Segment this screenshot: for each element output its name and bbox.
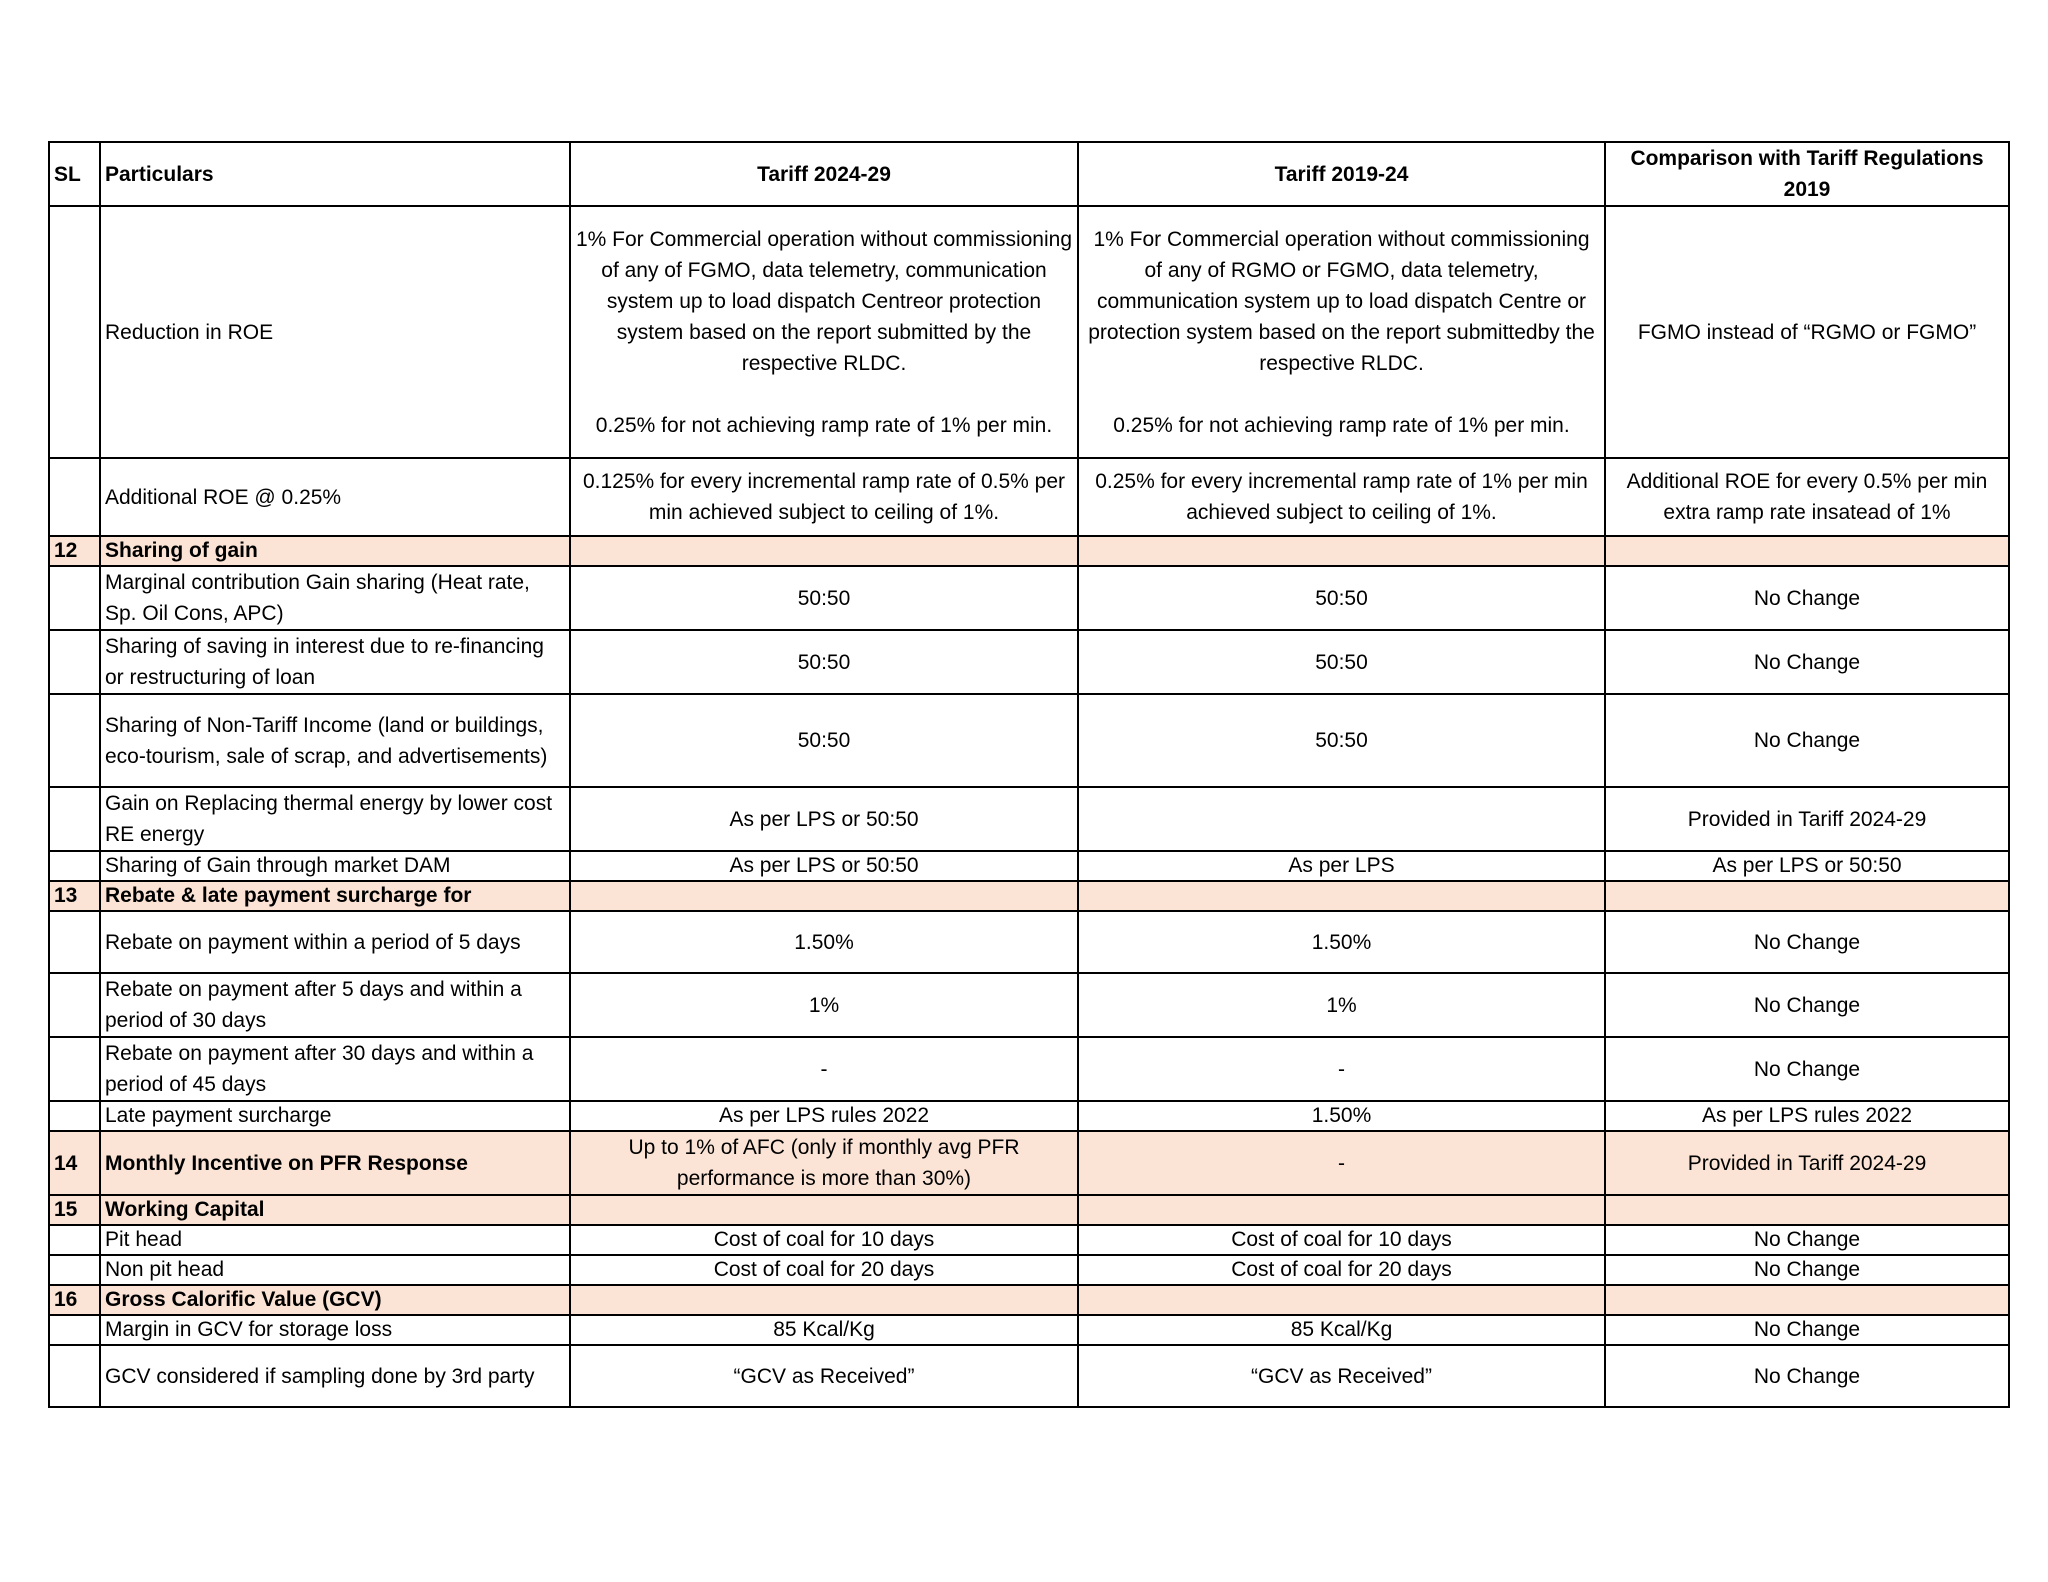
cell-particulars: Marginal contribution Gain sharing (Heat rate, Sp. Oil Cons, APC) [100, 566, 570, 630]
cell-tariff-2024-29: As per LPS or 50:50 [570, 851, 1078, 881]
cell-sl [49, 973, 100, 1037]
cell-comparison: No Change [1605, 1315, 2009, 1345]
cell-tariff-2024-29: Cost of coal for 10 days [570, 1225, 1078, 1255]
cell-tariff-2024-29: 0.125% for every incremental ramp rate of 0.5% per min achieved subject to ceiling of 1%. [570, 458, 1078, 536]
section-row [49, 1131, 2009, 1195]
cell-tariff-2024-29: “GCV as Received” [570, 1345, 1078, 1407]
cell-sl [49, 458, 100, 536]
cell-tariff-2024-29 [570, 536, 1078, 566]
cell-tariff-2024-29 [570, 881, 1078, 911]
table-row [49, 1315, 2009, 1345]
cell-tariff-2019-24 [1078, 536, 1605, 566]
cell-sl [49, 1315, 100, 1345]
cell-tariff-2019-24: - [1078, 1131, 1605, 1195]
cell-comparison: FGMO instead of “RGMO or FGMO” [1605, 206, 2009, 458]
cell-sl [49, 1255, 100, 1285]
cell-tariff-2019-24: - [1078, 1037, 1605, 1101]
cell-sl: 15 [49, 1195, 100, 1225]
header-tariff-2019-24: Tariff 2019-24 [1078, 142, 1605, 206]
cell-particulars: Working Capital [100, 1195, 570, 1225]
cell-tariff-2024-29: 50:50 [570, 566, 1078, 630]
cell-comparison: No Change [1605, 911, 2009, 973]
cell-comparison [1605, 536, 2009, 566]
cell-comparison: Provided in Tariff 2024-29 [1605, 787, 2009, 851]
cell-tariff-2024-29: As per LPS rules 2022 [570, 1101, 1078, 1131]
cell-sl [49, 911, 100, 973]
cell-particulars: Additional ROE @ 0.25% [100, 458, 570, 536]
table-row [49, 630, 2009, 694]
cell-particulars: Non pit head [100, 1255, 570, 1285]
cell-tariff-2019-24: As per LPS [1078, 851, 1605, 881]
cell-tariff-2024-29: Cost of coal for 20 days [570, 1255, 1078, 1285]
cell-tariff-2024-29: 85 Kcal/Kg [570, 1315, 1078, 1345]
cell-particulars: Sharing of saving in interest due to re-financing or restructuring of loan [100, 630, 570, 694]
section-row [49, 1285, 2009, 1315]
cell-tariff-2024-29: Up to 1% of AFC (only if monthly avg PFR performance is more than 30%) [570, 1131, 1078, 1195]
cell-tariff-2019-24: 1.50% [1078, 911, 1605, 973]
cell-comparison: No Change [1605, 1037, 2009, 1101]
cell-tariff-2019-24 [1078, 787, 1605, 851]
cell-tariff-2019-24: 1% [1078, 973, 1605, 1037]
cell-sl [49, 1345, 100, 1407]
table-row [49, 911, 2009, 973]
cell-comparison: No Change [1605, 1225, 2009, 1255]
cell-tariff-2024-29: 1% [570, 973, 1078, 1037]
cell-comparison: No Change [1605, 973, 2009, 1037]
cell-tariff-2019-24: 1.50% [1078, 1101, 1605, 1131]
cell-particulars: Sharing of Non-Tariff Income (land or buildings, eco-tourism, sale of scrap, and advertisements) [100, 694, 570, 787]
cell-comparison [1605, 1195, 2009, 1225]
table-row [49, 851, 2009, 881]
cell-comparison: As per LPS rules 2022 [1605, 1101, 2009, 1131]
cell-particulars: Reduction in ROE [100, 206, 570, 458]
table-row [49, 787, 2009, 851]
cell-comparison: No Change [1605, 566, 2009, 630]
table-row [49, 1037, 2009, 1101]
table-row [49, 1101, 2009, 1131]
cell-comparison: As per LPS or 50:50 [1605, 851, 2009, 881]
cell-particulars: Sharing of gain [100, 536, 570, 566]
header-row [49, 142, 2009, 206]
cell-sl: 14 [49, 1131, 100, 1195]
cell-tariff-2019-24 [1078, 1195, 1605, 1225]
table-row [49, 1225, 2009, 1255]
table-row [49, 694, 2009, 787]
cell-particulars: Rebate on payment after 5 days and within a period of 30 days [100, 973, 570, 1037]
table-row [49, 458, 2009, 536]
cell-sl [49, 566, 100, 630]
cell-particulars: Pit head [100, 1225, 570, 1255]
header-tariff-2024-29: Tariff 2024-29 [570, 142, 1078, 206]
cell-comparison: No Change [1605, 1345, 2009, 1407]
cell-sl: 12 [49, 536, 100, 566]
cell-sl [49, 787, 100, 851]
header-sl: SL [49, 142, 100, 206]
cell-sl [49, 694, 100, 787]
cell-tariff-2019-24: 85 Kcal/Kg [1078, 1315, 1605, 1345]
cell-tariff-2019-24 [1078, 1285, 1605, 1315]
table-row [49, 566, 2009, 630]
cell-tariff-2019-24: Cost of coal for 10 days [1078, 1225, 1605, 1255]
section-row [49, 536, 2009, 566]
table-row [49, 1345, 2009, 1407]
cell-sl [49, 630, 100, 694]
cell-tariff-2024-29: 1% For Commercial operation without commissioning of any of FGMO, data telemetry, communication system up to load dispatch Centreor protection system based on the report submitted by the respective RLDC. 0.25% for not achieving ramp rate of 1% per min. [570, 206, 1078, 458]
cell-tariff-2024-29: 50:50 [570, 694, 1078, 787]
cell-tariff-2024-29: 50:50 [570, 630, 1078, 694]
section-row [49, 1195, 2009, 1225]
tariff-comparison-sheet [48, 141, 2008, 1408]
cell-tariff-2024-29 [570, 1195, 1078, 1225]
cell-particulars: Rebate on payment after 30 days and within a period of 45 days [100, 1037, 570, 1101]
section-row [49, 881, 2009, 911]
cell-particulars: Rebate & late payment surcharge for [100, 881, 570, 911]
cell-tariff-2019-24: 50:50 [1078, 630, 1605, 694]
cell-tariff-2024-29: - [570, 1037, 1078, 1101]
table-row [49, 973, 2009, 1037]
cell-tariff-2024-29: As per LPS or 50:50 [570, 787, 1078, 851]
cell-sl: 13 [49, 881, 100, 911]
cell-particulars: GCV considered if sampling done by 3rd party [100, 1345, 570, 1407]
cell-comparison: Additional ROE for every 0.5% per min extra ramp rate insatead of 1% [1605, 458, 2009, 536]
cell-tariff-2019-24: 1% For Commercial operation without commissioning of any of RGMO or FGMO, data telemetry, communication system up to load dispatch Centre or protection system based on the report submittedby the respective RLDC. 0.25% for not achieving ramp rate of 1% per min. [1078, 206, 1605, 458]
cell-particulars: Late payment surcharge [100, 1101, 570, 1131]
cell-particulars: Monthly Incentive on PFR Response [100, 1131, 570, 1195]
table-row [49, 206, 2009, 458]
cell-tariff-2019-24 [1078, 881, 1605, 911]
cell-tariff-2024-29 [570, 1285, 1078, 1315]
cell-tariff-2019-24: “GCV as Received” [1078, 1345, 1605, 1407]
cell-sl [49, 206, 100, 458]
cell-particulars: Gross Calorific Value (GCV) [100, 1285, 570, 1315]
cell-tariff-2019-24: 0.25% for every incremental ramp rate of 1% per min achieved subject to ceiling of 1%. [1078, 458, 1605, 536]
cell-comparison: No Change [1605, 630, 2009, 694]
cell-sl [49, 1225, 100, 1255]
tariff-comparison-table [48, 141, 2010, 1408]
cell-comparison [1605, 881, 2009, 911]
header-comparison: Comparison with Tariff Regulations 2019 [1605, 142, 2009, 206]
cell-particulars: Margin in GCV for storage loss [100, 1315, 570, 1345]
cell-tariff-2019-24: 50:50 [1078, 694, 1605, 787]
cell-sl: 16 [49, 1285, 100, 1315]
cell-tariff-2019-24: 50:50 [1078, 566, 1605, 630]
cell-comparison: Provided in Tariff 2024-29 [1605, 1131, 2009, 1195]
header-particulars: Particulars [100, 142, 570, 206]
cell-sl [49, 1037, 100, 1101]
cell-particulars: Sharing of Gain through market DAM [100, 851, 570, 881]
cell-comparison: No Change [1605, 694, 2009, 787]
cell-sl [49, 1101, 100, 1131]
cell-particulars: Gain on Replacing thermal energy by lower cost RE energy [100, 787, 570, 851]
cell-particulars: Rebate on payment within a period of 5 days [100, 911, 570, 973]
cell-tariff-2019-24: Cost of coal for 20 days [1078, 1255, 1605, 1285]
table-row [49, 1255, 2009, 1285]
cell-comparison [1605, 1285, 2009, 1315]
cell-tariff-2024-29: 1.50% [570, 911, 1078, 973]
cell-comparison: No Change [1605, 1255, 2009, 1285]
cell-sl [49, 851, 100, 881]
